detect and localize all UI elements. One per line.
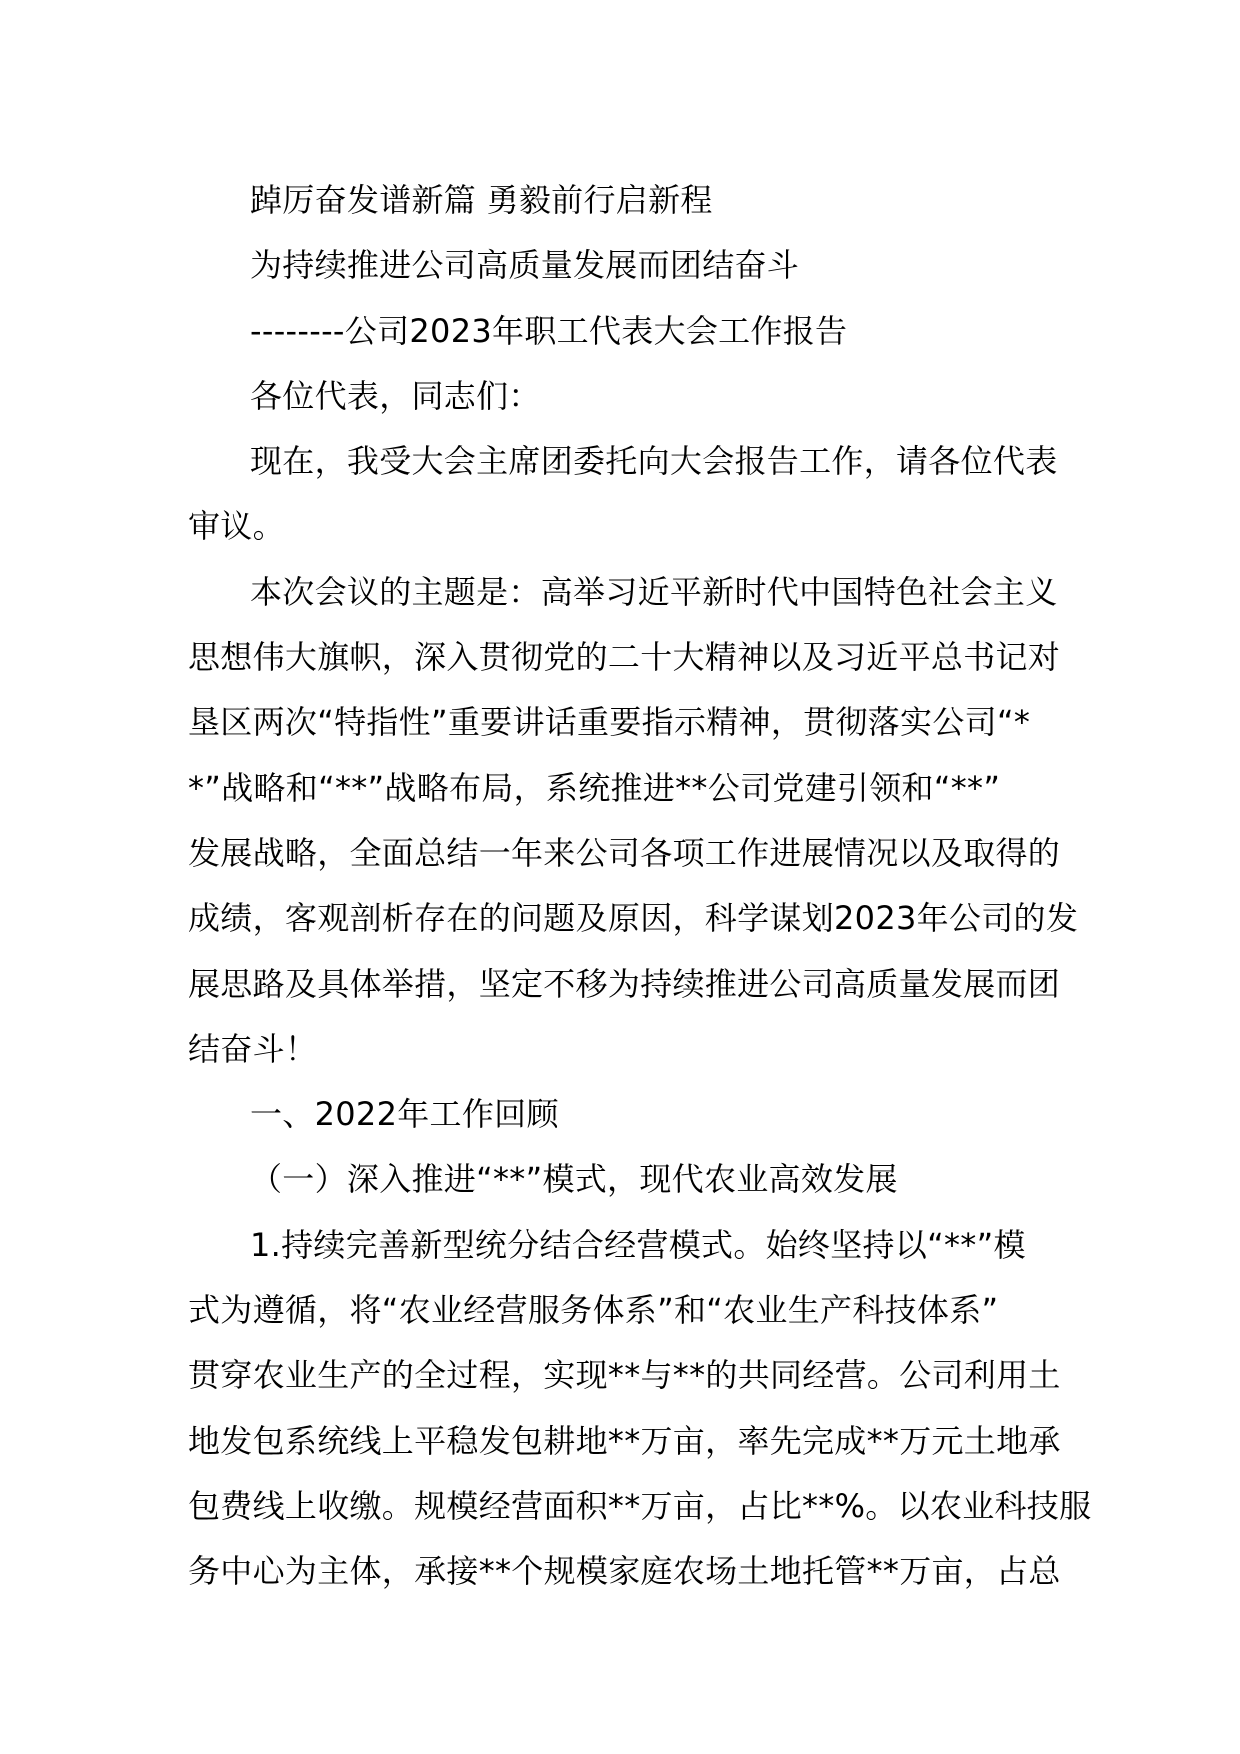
text-line: 务中心为主体，承接**个规模家庭农场土地托管**万亩，占总 — [188, 1552, 1061, 1591]
text-line: 为持续推进公司高质量发展而团结奋斗 — [250, 246, 800, 285]
text-line: 各位代表，同志们： — [250, 376, 541, 415]
text-line: 成绩，客观剖析存在的问题及原因，科学谋划2023年公司的发 — [188, 899, 1079, 938]
text-line: 本次会议的主题是：高举习近平新时代中国特色社会主义 — [250, 572, 1058, 611]
text-line: 1.持续完善新型统分结合经营模式。始终坚持以“**”模 — [250, 1225, 1026, 1264]
text-line: 思想伟大旗帜，深入贯彻党的二十大精神以及习近平总书记对 — [188, 638, 1061, 677]
text-line: 结奋斗！ — [188, 1029, 318, 1068]
text-line: *”战略和“**”战略布局，系统推进**公司党建引领和“**” — [188, 768, 1001, 807]
text-line: 踔厉奋发谱新篇 勇毅前行启新程 — [250, 181, 713, 219]
text-line: 贯穿农业生产的全过程，实现**与**的共同经营。公司利用土 — [188, 1356, 1061, 1395]
text-line: 现在，我受大会主席团委托向大会报告工作，请各位代表 — [250, 442, 1058, 481]
text-line: 包费线上收缴。规模经营面积**万亩，占比**%。以农业科技服 — [188, 1486, 1092, 1525]
text-line: 地发包系统线上平稳发包耕地**万亩，率先完成**万元土地承 — [188, 1421, 1061, 1460]
text-line: 展思路及具体举措，坚定不移为持续推进公司高质量发展而团 — [188, 964, 1061, 1003]
text-line: （一）深入推进“**”模式，现代农业高效发展 — [250, 1160, 898, 1199]
text-line: 审议。 — [188, 507, 285, 546]
text-line: 垦区两次“特指性”重要讲话重要指示精神，贯彻落实公司“* — [188, 703, 1031, 742]
text-line: 式为遵循，将“农业经营服务体系”和“农业生产科技体系” — [188, 1291, 999, 1330]
text-line: 一、2022年工作回顾 — [250, 1095, 559, 1134]
text-line: --------公司2023年职工代表大会工作报告 — [250, 311, 848, 350]
text-line: 发展战略，全面总结一年来公司各项工作进展情况以及取得的 — [188, 833, 1061, 872]
document-body — [188, 168, 1092, 1605]
